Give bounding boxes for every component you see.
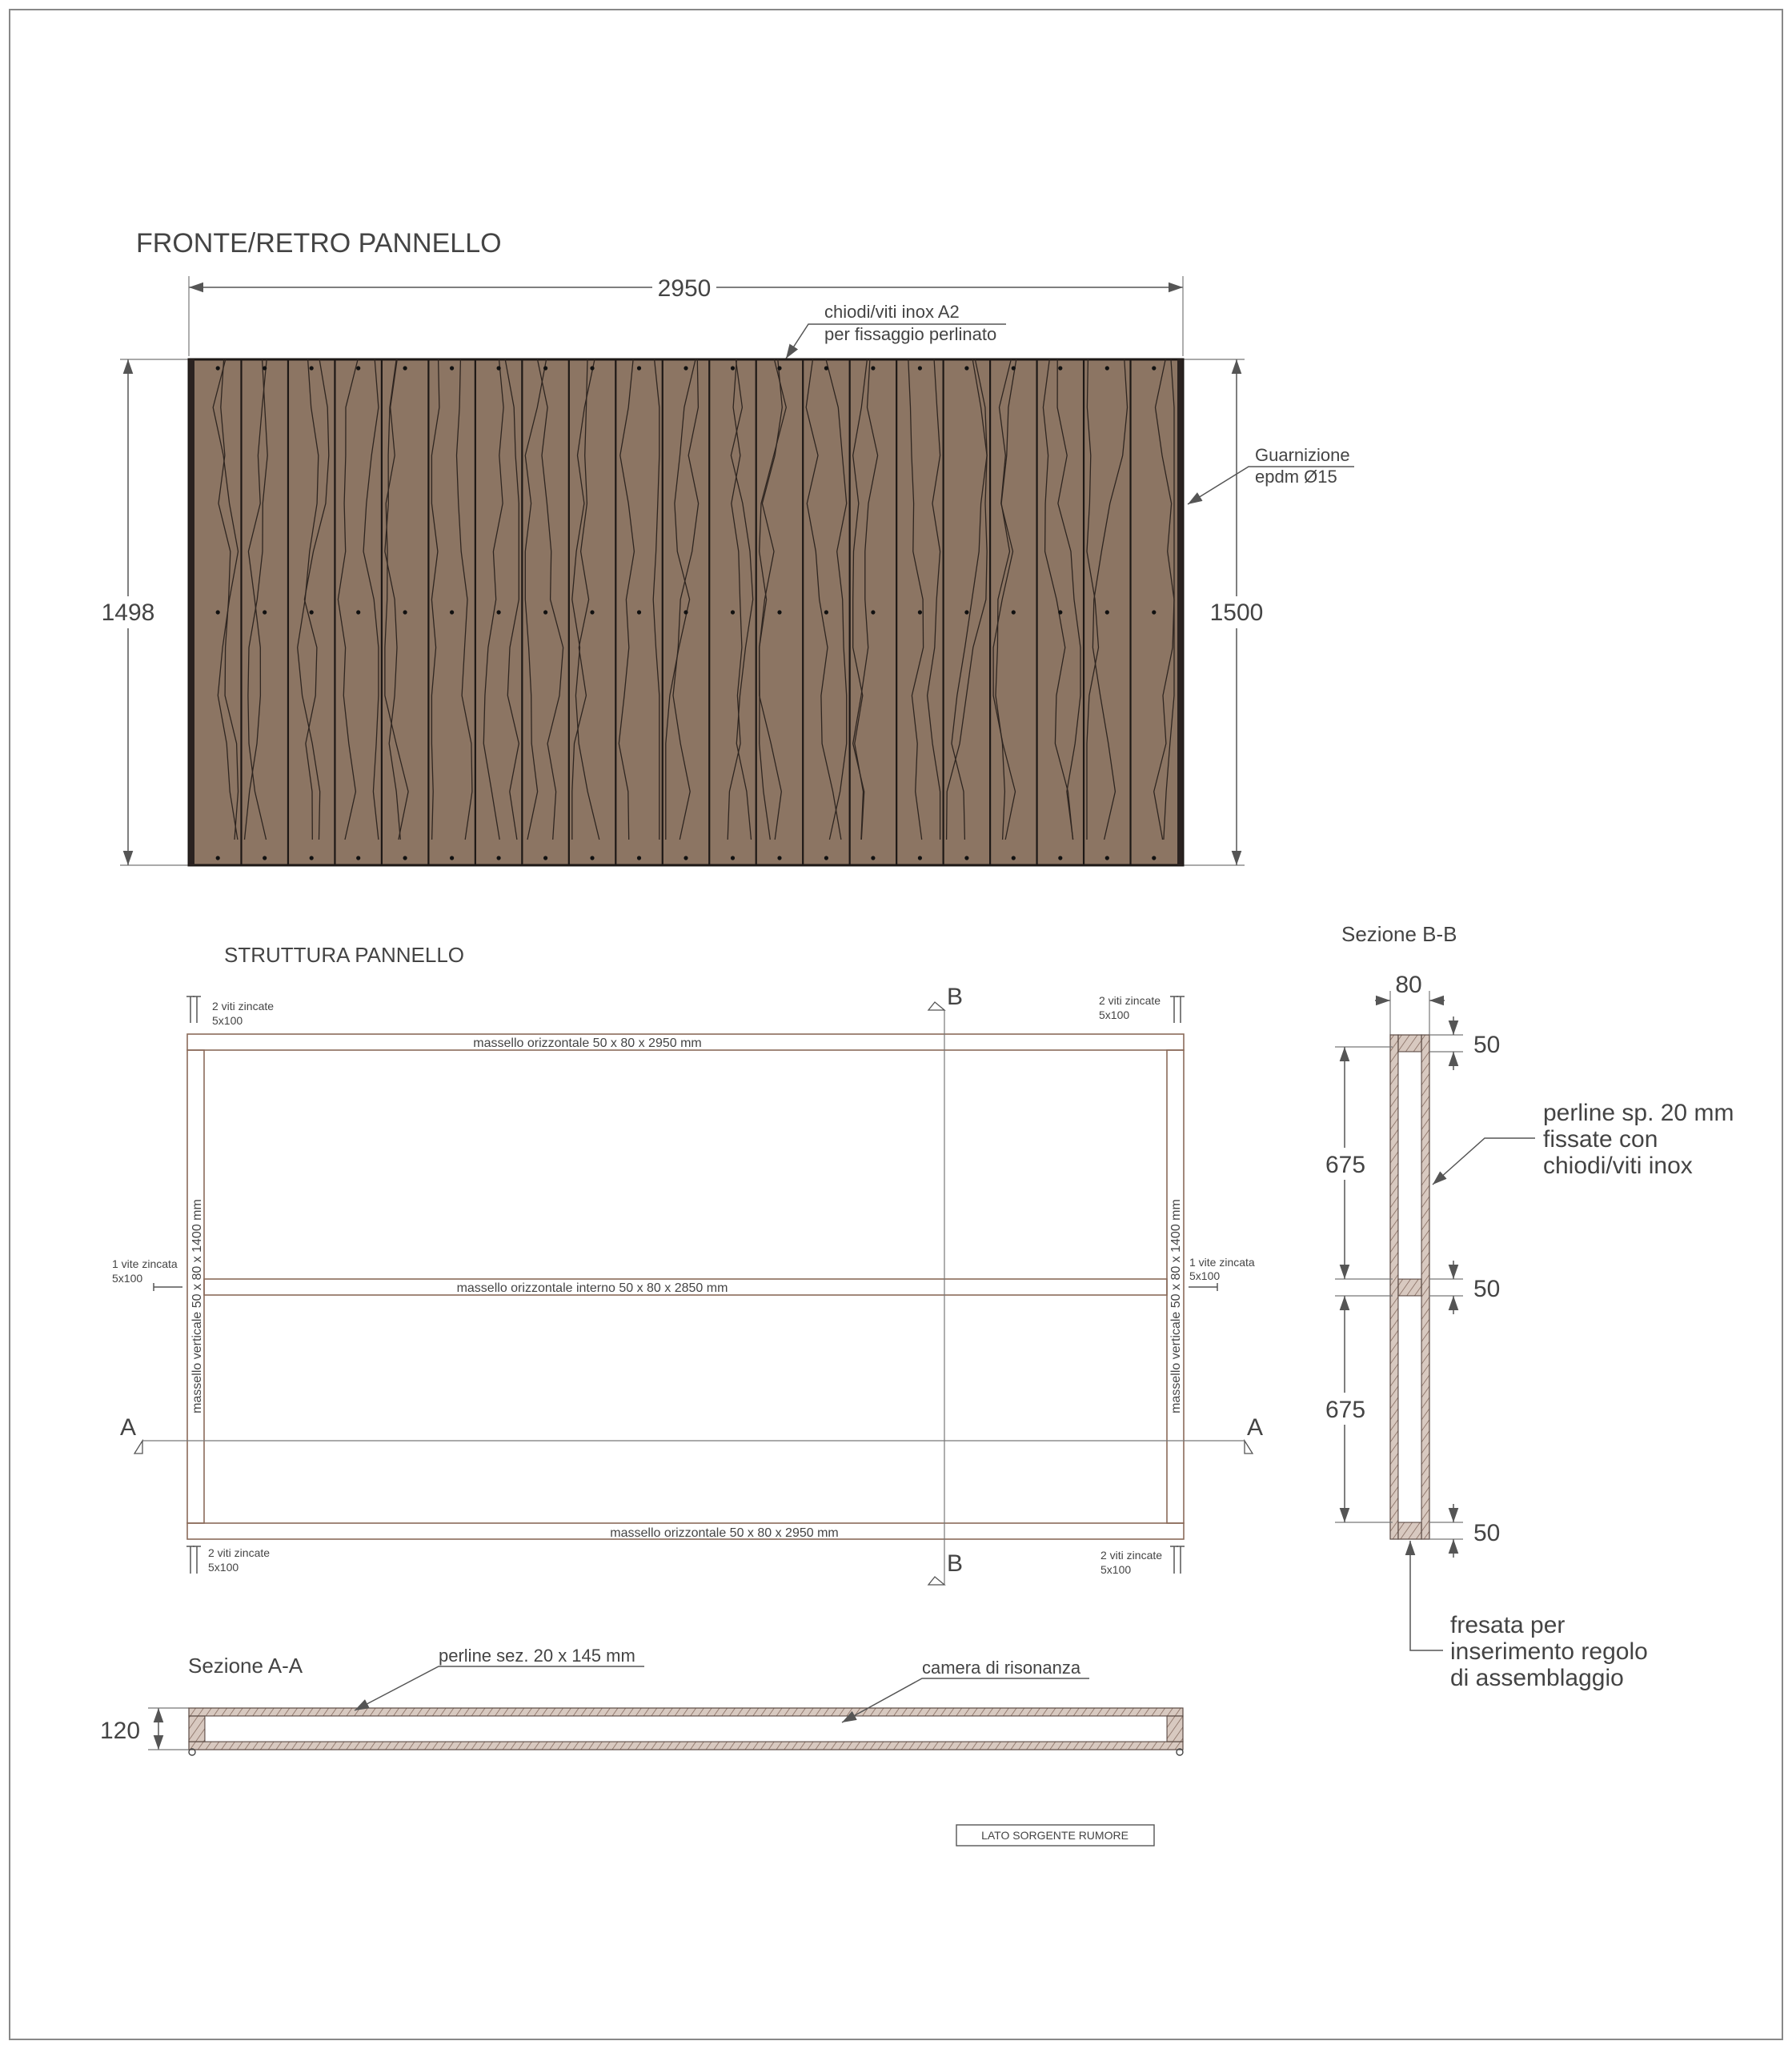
bb-milled-note-3: di assemblaggio [1450, 1665, 1624, 1691]
nail-dot [731, 856, 735, 860]
nail-dot [1012, 610, 1016, 614]
structure-title: STRUTTURA PANNELLO [224, 943, 465, 967]
top-beam-label: massello orizzontale 50 x 80 x 2950 mm [473, 1037, 702, 1050]
nail-dot [497, 366, 501, 370]
aa-left-post [189, 1716, 205, 1742]
nail-dot [918, 366, 922, 370]
nail-dot [871, 856, 875, 860]
front-height-right-label: 1500 [1209, 599, 1264, 626]
screw-single-left [112, 1257, 182, 1291]
aa-bottom-planks [189, 1742, 1183, 1750]
section-a-right-arrow [1245, 1441, 1253, 1454]
front-height-left-label: 1498 [101, 599, 155, 626]
nail-dot [637, 610, 641, 614]
structure-view [112, 943, 1263, 1585]
nail-dot [497, 610, 501, 614]
bb-cavity-lower [1398, 1296, 1421, 1522]
bb-milled-note-2: inserimento regolo [1450, 1638, 1648, 1665]
bottom-beam-label: massello orizzontale 50 x 80 x 2950 mm [610, 1526, 839, 1540]
nail-dot [1012, 366, 1016, 370]
section-bb-view [1322, 922, 1734, 1691]
nail-dot [777, 366, 781, 370]
nail-dot [1058, 610, 1062, 614]
aa-top-planks [189, 1708, 1183, 1716]
section-aa-title: Sezione A-A [188, 1654, 303, 1678]
nail-dot [918, 856, 922, 860]
screw-right-1: 1 vite zincata [1189, 1256, 1255, 1269]
nail-dot [310, 856, 314, 860]
nail-dot [497, 856, 501, 860]
front-width-label: 2950 [657, 275, 712, 302]
nail-dot [777, 610, 781, 614]
nail-dot [918, 610, 922, 614]
section-b-bottom: B [946, 1550, 964, 1577]
bb-dim-upper-label: 675 [1325, 1152, 1366, 1178]
screws-bottom-right-2: 5x100 [1100, 1563, 1132, 1576]
nail-dot [1105, 366, 1109, 370]
nail-dot [1152, 610, 1156, 614]
aa-chamber [205, 1716, 1167, 1742]
screws-top-left-1: 2 viti zincate [212, 1000, 275, 1012]
section-aa-thickness: 120 [100, 1718, 141, 1744]
screw-right-2: 5x100 [1189, 1269, 1221, 1282]
middle-beam-label: massello orizzontale interno 50 x 80 x 2850 mm [456, 1281, 728, 1295]
bb-width-label: 80 [1395, 972, 1422, 998]
nail-dot [403, 610, 407, 614]
nail-dot [216, 610, 220, 614]
bb-dim-lower-label: 675 [1325, 1397, 1366, 1423]
bb-dim-mid-label: 50 [1473, 1276, 1501, 1302]
bb-left-plank [1390, 1035, 1398, 1539]
nail-dot [403, 856, 407, 860]
screw-pair-bottom-right [1100, 1546, 1185, 1576]
nail-dot [1058, 366, 1062, 370]
screw-pair-top-right [1099, 994, 1185, 1023]
section-b-top-arrow [928, 1002, 944, 1010]
nail-dot [777, 856, 781, 860]
bb-top-block [1398, 1035, 1421, 1052]
nail-dot [1012, 856, 1016, 860]
nail-dot [1058, 856, 1062, 860]
nail-dot [964, 856, 968, 860]
screw-left-1: 1 vite zincata [112, 1257, 178, 1270]
gasket-strip [1177, 359, 1183, 865]
section-a-left-arrow [134, 1441, 142, 1454]
nail-dot [824, 366, 828, 370]
right-post-label: massello verticale 50 x 80 x 1400 mm [1169, 1199, 1183, 1413]
bb-dim-top-label: 50 [1473, 1032, 1501, 1058]
gasket-note-1: Guarnizione [1255, 445, 1350, 465]
bb-planks-note-3: chiodi/viti inox [1543, 1153, 1693, 1179]
screw-single-right [1189, 1256, 1255, 1291]
aa-chamber-note: camera di risonanza [922, 1658, 1081, 1678]
nail-dot [450, 366, 454, 370]
screw-pair-top-left [186, 996, 274, 1027]
front-view [102, 228, 1354, 865]
nail-dot [731, 366, 735, 370]
nail-dot [824, 856, 828, 860]
nail-dot [356, 610, 360, 614]
nail-dot [356, 856, 360, 860]
nails-note-2: per fissaggio perlinato [824, 324, 997, 344]
nail-dot [731, 610, 735, 614]
nail-dot [871, 610, 875, 614]
nail-dot [263, 366, 267, 370]
nail-dot [543, 366, 547, 370]
screws-bottom-left-2: 5x100 [208, 1561, 239, 1574]
nail-dot [1152, 856, 1156, 860]
nail-dot [263, 610, 267, 614]
aa-planks-leader [355, 1666, 644, 1710]
bb-planks-note-2: fissate con [1543, 1126, 1658, 1153]
bb-planks-leader [1433, 1138, 1535, 1185]
screws-bottom-left-1: 2 viti zincate [208, 1546, 271, 1559]
nail-dot [590, 856, 594, 860]
noise-side-label: LATO SORGENTE RUMORE [981, 1829, 1129, 1842]
screw-pair-bottom-left [186, 1546, 270, 1574]
nail-dot [310, 610, 314, 614]
nail-dot [637, 856, 641, 860]
bb-dim-bottom-label: 50 [1473, 1520, 1501, 1546]
nail-dot [637, 366, 641, 370]
left-post-label: massello verticale 50 x 80 x 1400 mm [190, 1199, 204, 1413]
gasket-note-2: epdm Ø15 [1255, 467, 1337, 487]
screws-top-right-1: 2 viti zincate [1099, 994, 1161, 1007]
nail-dot [216, 856, 220, 860]
nail-dot [871, 366, 875, 370]
left-edge-strip [189, 359, 194, 865]
section-a-right: A [1246, 1414, 1264, 1441]
bb-cavity-upper [1398, 1052, 1421, 1279]
screws-top-right-2: 5x100 [1099, 1008, 1130, 1021]
nail-dot [543, 610, 547, 614]
nail-dot [964, 610, 968, 614]
bb-right-plank [1421, 1035, 1429, 1539]
nail-dot [1105, 610, 1109, 614]
nails-note-1: chiodi/viti inox A2 [824, 302, 960, 322]
nail-dot [403, 366, 407, 370]
nail-dot [310, 366, 314, 370]
nail-dot [684, 856, 688, 860]
bb-planks-note-1: perline sp. 20 mm [1543, 1100, 1734, 1126]
section-a-left: A [119, 1414, 137, 1441]
screws-bottom-right-1: 2 viti zincate [1100, 1549, 1163, 1562]
nail-dot [590, 366, 594, 370]
bb-mid-block [1398, 1279, 1421, 1296]
screws-top-left-2: 5x100 [212, 1014, 243, 1027]
nail-dot [590, 610, 594, 614]
section-aa-view [100, 1646, 1183, 1846]
bb-bottom-block [1398, 1522, 1421, 1539]
nail-dot [964, 366, 968, 370]
section-bb-title: Sezione B-B [1341, 922, 1457, 946]
nail-dot [684, 366, 688, 370]
nail-dot [1152, 366, 1156, 370]
nail-dot [450, 856, 454, 860]
front-title: FRONTE/RETRO PANNELLO [136, 228, 502, 259]
nail-dot [824, 610, 828, 614]
nail-dot [356, 366, 360, 370]
bb-milled-leader [1410, 1541, 1443, 1650]
section-b-bottom-arrow [928, 1577, 944, 1585]
nail-dot [263, 856, 267, 860]
nail-dot [543, 856, 547, 860]
aa-right-post [1167, 1716, 1183, 1742]
bb-milled-note-1: fresata per [1450, 1612, 1565, 1638]
nail-dot [216, 366, 220, 370]
nail-dot [450, 610, 454, 614]
nail-dot [684, 610, 688, 614]
screw-left-2: 5x100 [112, 1272, 143, 1285]
section-b-top: B [946, 984, 964, 1010]
aa-planks-note: perline sez. 20 x 145 mm [439, 1646, 635, 1666]
nail-dot [1105, 856, 1109, 860]
